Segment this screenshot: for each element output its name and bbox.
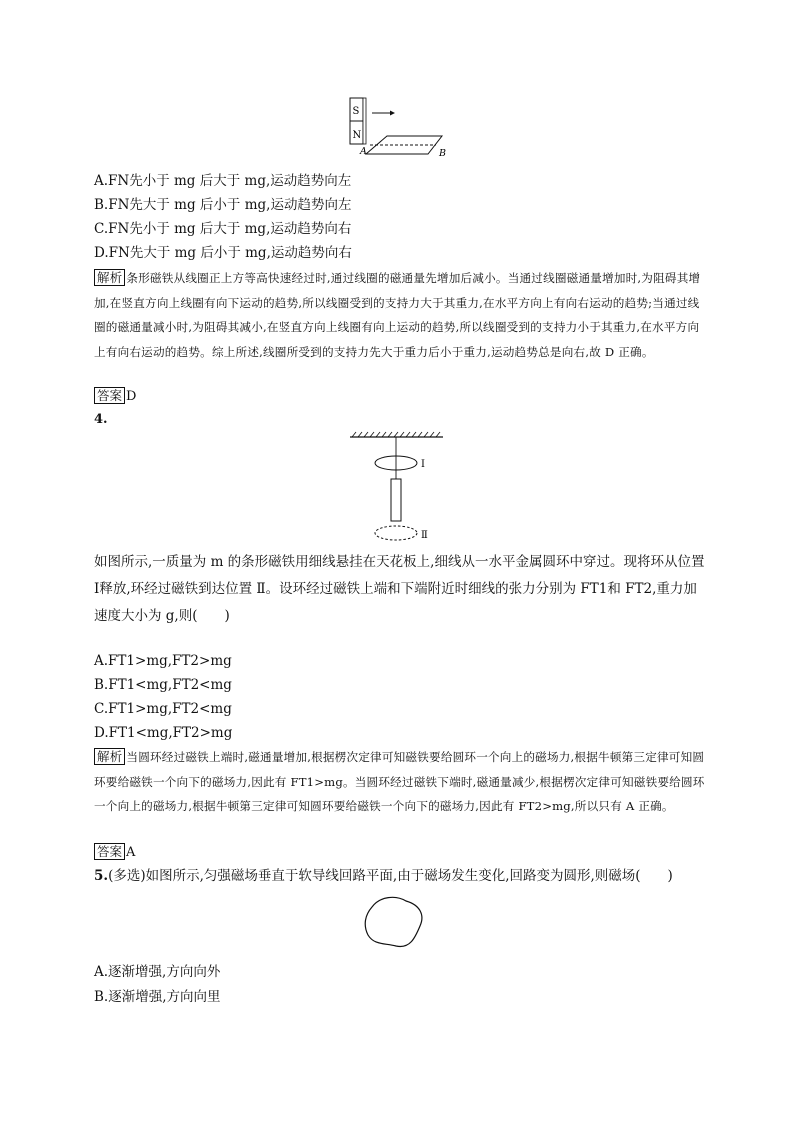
q5-stem bbox=[94, 864, 706, 888]
point-b-label: B bbox=[439, 148, 446, 159]
q3-option-b: B.FN先大于 mg 后小于 mg,运动趋势向左 bbox=[94, 197, 352, 213]
magnet-n-label: N bbox=[352, 130, 362, 141]
q5-number: 5. bbox=[94, 868, 109, 884]
q3-answer-tag: 答案 bbox=[94, 387, 125, 404]
q4-option-d: D.FT1<mg,FT2>mg bbox=[94, 725, 233, 741]
ring-position-2 bbox=[375, 526, 417, 540]
q4-answer-tag: 答案 bbox=[94, 843, 125, 860]
position-2-label: Ⅱ bbox=[421, 530, 428, 541]
hanging-magnet bbox=[391, 479, 401, 521]
q3-explanation-text: 条形磁铁从线圈正上方等高快速经过时,通过线圈的磁通量先增加后减小。当通过线圈磁通量增加时,为阻碍其增加,在竖直方向上线圈有向下运动的趋势,所以线圈受到的支持力大于其重力,在水平方向上有向右运动的趋势;当通过线圈的磁通量减小时,为阻碍其减小,在竖直方向上线圈有向上运动的趋势,所以线圈受到的支持力小于其重力,在水平方向上有向右运动的趋势。综上所述,线圈所受到的支持力先大于重力后小于重力,运动趋势总是向右,故 D 正确。 bbox=[94, 271, 701, 359]
q4-answer-value: A bbox=[126, 845, 136, 860]
q5-option-b: B.逐渐增强,方向向里 bbox=[94, 989, 221, 1005]
q3-explanation-tag: 解析 bbox=[94, 269, 125, 286]
q4-number: 4. bbox=[94, 412, 108, 427]
point-a-label: A bbox=[360, 146, 367, 157]
q5-option-a: A.逐渐增强,方向向外 bbox=[94, 964, 221, 980]
q4-stem: 如图所示,一质量为 m 的条形磁铁用细线悬挂在天花板上,细线从一水平金属圆环中穿过。现将环从位置 Ⅰ释放,环经过磁铁到达位置 Ⅱ。设环经过磁铁上端和下端附近时细线的张力分别为 FT1和 FT2,重力加速度大小为 g,则( ) bbox=[94, 554, 705, 624]
q5-stem-text: (多选)如图所示,匀强磁场垂直于软导线回路平面,由于磁场发生变化,回路变为圆形,则磁场( ) bbox=[108, 868, 673, 884]
q4-explanation-tag: 解析 bbox=[94, 748, 125, 765]
magnet-coil-figure bbox=[340, 96, 460, 160]
q3-answer bbox=[94, 387, 136, 406]
position-1-label: Ⅰ bbox=[421, 459, 425, 470]
q3-option-c: C.FN先小于 mg 后大于 mg,运动趋势向右 bbox=[94, 221, 352, 237]
magnet-s-label: S bbox=[352, 106, 360, 117]
q4-option-c: C.FT1>mg,FT2<mg bbox=[94, 701, 232, 717]
wire-loop bbox=[365, 897, 422, 946]
q4-explanation bbox=[94, 745, 706, 819]
q4-explanation-text: 当圆环经过磁铁上端时,磁通量增加,根据楞次定律可知磁铁要给圆环一个向上的磁场力,根据牛顿第三定律可知圆环要给磁铁一个向下的磁场力,因此有 FT1>mg。当圆环经过磁铁下端时,磁通量减少,根据楞次定律可知磁铁要给圆环一个向上的磁场力,根据牛顿第三定律可知圆环要给磁铁一个向下的磁场力,因此有 FT2>mg,所以只有 A 正确。 bbox=[94, 750, 705, 813]
q3-explanation bbox=[94, 266, 706, 364]
q3-answer-value: D bbox=[126, 389, 137, 404]
hanging-magnet-figure bbox=[345, 430, 455, 546]
q4-option-b: B.FT1<mg,FT2<mg bbox=[94, 677, 232, 693]
q4-answer bbox=[94, 843, 135, 862]
wire-loop-figure bbox=[362, 893, 428, 953]
q3-option-a: A.FN先小于 mg 后大于 mg,运动趋势向左 bbox=[94, 173, 352, 189]
q3-option-d: D.FN先大于 mg 后小于 mg,运动趋势向右 bbox=[94, 245, 352, 261]
q4-option-a: A.FT1>mg,FT2>mg bbox=[94, 653, 232, 669]
